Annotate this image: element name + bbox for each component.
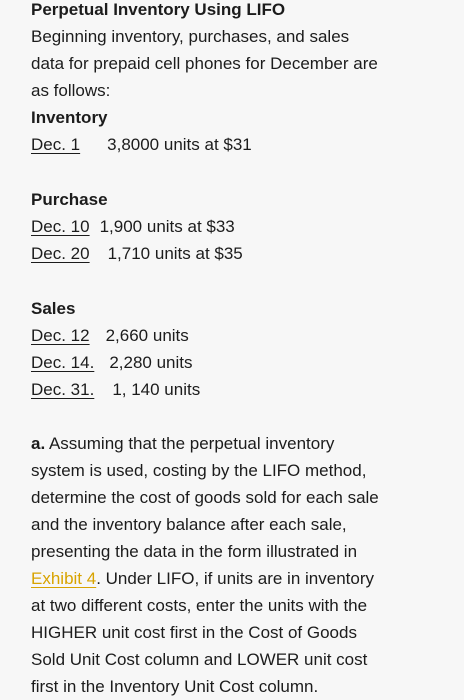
purchase-row: [31, 240, 451, 267]
question-line: [31, 565, 451, 592]
question-label: a.: [31, 434, 46, 453]
sales-row: [31, 349, 451, 376]
question-line: determine the cost of goods sold for each sale: [31, 488, 379, 507]
sales-value: 2,280 units: [109, 353, 193, 372]
sales-row: [31, 322, 451, 349]
question-line: HIGHER unit cost first in the Cost of Goods: [31, 623, 357, 642]
sales-date: Dec. 14.: [31, 353, 95, 372]
question-line: [31, 430, 451, 457]
question-line: Sold Unit Cost column and LOWER unit cost: [31, 650, 368, 669]
problem-content: [31, 0, 451, 700]
sales-date: Dec. 12: [31, 326, 90, 345]
question-line: presenting the data in the form illustrated in: [31, 542, 358, 561]
sales-value: 2,660 units: [105, 326, 189, 345]
inventory-value: 3,8000 units at $31: [107, 135, 252, 154]
inventory-row: [31, 131, 451, 158]
sales-heading: Sales: [31, 299, 76, 318]
question-line: first in the Inventory Unit Cost column.: [31, 677, 319, 696]
inventory-heading: Inventory: [31, 108, 108, 127]
question-text: Assuming that the perpetual inventory: [45, 434, 335, 453]
intro-line: as follows:: [31, 81, 111, 100]
inventory-date: Dec. 1: [31, 135, 81, 154]
sales-value: 1, 140 units: [112, 380, 201, 399]
question-line: and the inventory balance after each sale,: [31, 515, 347, 534]
intro-line: data for prepaid cell phones for December are: [31, 54, 378, 73]
exhibit-4-link[interactable]: Exhibit 4: [31, 569, 97, 588]
question-line: at two different costs, enter the units with the: [31, 596, 368, 615]
problem-title: Perpetual Inventory Using LIFO: [31, 0, 286, 19]
intro-line: Beginning inventory, purchases, and sales: [31, 27, 350, 46]
sales-row: [31, 376, 451, 403]
purchase-heading: Purchase: [31, 190, 108, 209]
question-text: . Under LIFO, if units are in inventory: [96, 569, 374, 588]
purchase-date: Dec. 20: [31, 244, 90, 263]
question-line: system is used, costing by the LIFO method,: [31, 461, 367, 480]
purchase-row: [31, 213, 451, 240]
sales-date: Dec. 31.: [31, 380, 95, 399]
purchase-value: 1,900 units at $33: [99, 217, 235, 236]
purchase-date: Dec. 10: [31, 217, 90, 236]
purchase-value: 1,710 units at $35: [107, 244, 243, 263]
